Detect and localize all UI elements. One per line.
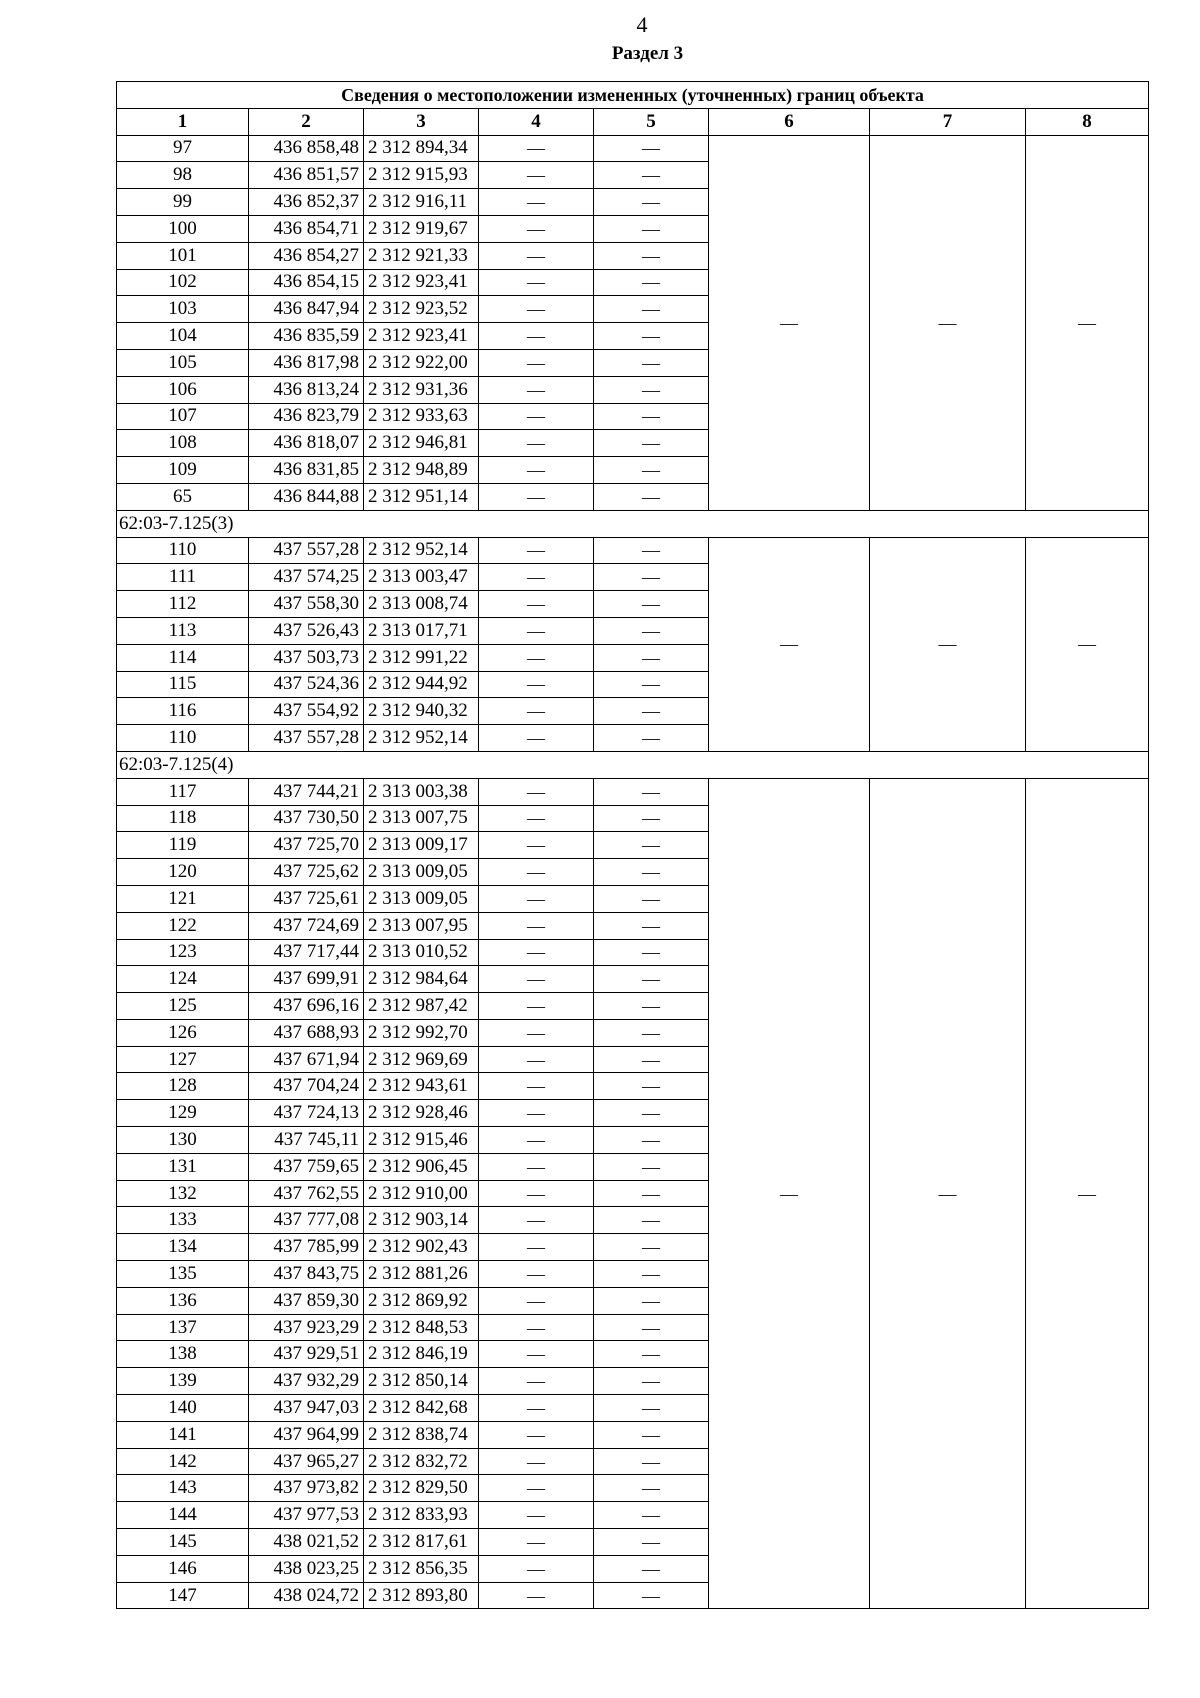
point-number-cell: 118 — [117, 805, 249, 832]
x-coordinate-cell: 437 759,65 — [249, 1153, 364, 1180]
column-header: 8 — [1026, 108, 1149, 135]
x-coordinate-cell: 437 725,61 — [249, 885, 364, 912]
col4-cell: — — [479, 1502, 594, 1529]
col4-cell: — — [479, 885, 594, 912]
col4-cell: — — [479, 617, 594, 644]
col5-cell: — — [594, 349, 709, 376]
col4-cell: — — [479, 1448, 594, 1475]
x-coordinate-cell: 437 526,43 — [249, 617, 364, 644]
point-number-cell: 101 — [117, 242, 249, 269]
col5-cell: — — [594, 1073, 709, 1100]
y-coordinate-cell: 2 313 009,05 — [364, 885, 479, 912]
col4-cell: — — [479, 1341, 594, 1368]
col5-cell: — — [594, 189, 709, 216]
col6-merged-cell: — — [709, 537, 870, 751]
y-coordinate-cell: 2 312 856,35 — [364, 1555, 479, 1582]
y-coordinate-cell: 2 312 869,92 — [364, 1287, 479, 1314]
x-coordinate-cell: 437 977,53 — [249, 1502, 364, 1529]
x-coordinate-cell: 437 947,03 — [249, 1395, 364, 1422]
col4-cell: — — [479, 349, 594, 376]
x-coordinate-cell: 436 854,15 — [249, 269, 364, 296]
y-coordinate-cell: 2 313 008,74 — [364, 591, 479, 618]
point-number-cell: 108 — [117, 430, 249, 457]
group-header-row — [117, 510, 1149, 537]
table-caption-row — [117, 82, 1149, 109]
col4-cell: — — [479, 162, 594, 189]
point-number-cell: 102 — [117, 269, 249, 296]
y-coordinate-cell: 2 312 940,32 — [364, 698, 479, 725]
x-coordinate-cell: 437 717,44 — [249, 939, 364, 966]
col5-cell: — — [594, 1261, 709, 1288]
x-coordinate-cell: 437 696,16 — [249, 993, 364, 1020]
col5-cell: — — [594, 1234, 709, 1261]
col5-cell: — — [594, 1341, 709, 1368]
x-coordinate-cell: 436 817,98 — [249, 349, 364, 376]
column-header: 1 — [117, 108, 249, 135]
point-number-cell: 113 — [117, 617, 249, 644]
col4-cell: — — [479, 376, 594, 403]
x-coordinate-cell: 436 831,85 — [249, 457, 364, 484]
col5-cell: — — [594, 323, 709, 350]
column-header: 2 — [249, 108, 364, 135]
col5-cell: — — [594, 215, 709, 242]
point-number-cell: 146 — [117, 1555, 249, 1582]
point-number-cell: 98 — [117, 162, 249, 189]
x-coordinate-cell: 437 745,11 — [249, 1127, 364, 1154]
point-number-cell: 97 — [117, 135, 249, 162]
x-coordinate-cell: 437 859,30 — [249, 1287, 364, 1314]
col5-cell: — — [594, 805, 709, 832]
point-number-cell: 130 — [117, 1127, 249, 1154]
point-number-cell: 65 — [117, 483, 249, 510]
col4-cell: — — [479, 189, 594, 216]
column-header: 6 — [709, 108, 870, 135]
x-coordinate-cell: 436 847,94 — [249, 296, 364, 323]
point-number-cell: 116 — [117, 698, 249, 725]
point-number-cell: 122 — [117, 912, 249, 939]
point-number-cell: 135 — [117, 1261, 249, 1288]
col5-cell: — — [594, 1100, 709, 1127]
point-number-cell: 119 — [117, 832, 249, 859]
point-number-cell: 107 — [117, 403, 249, 430]
col5-cell: — — [594, 1475, 709, 1502]
col5-cell: — — [594, 376, 709, 403]
point-number-cell: 123 — [117, 939, 249, 966]
x-coordinate-cell: 437 503,73 — [249, 644, 364, 671]
x-coordinate-cell: 437 730,50 — [249, 805, 364, 832]
table-row — [117, 537, 1149, 564]
col5-cell: — — [594, 939, 709, 966]
x-coordinate-cell: 437 671,94 — [249, 1046, 364, 1073]
col4-cell: — — [479, 135, 594, 162]
col7-merged-cell: — — [870, 537, 1026, 751]
col5-cell: — — [594, 537, 709, 564]
col4-cell: — — [479, 1314, 594, 1341]
col4-cell: — — [479, 323, 594, 350]
col5-cell: — — [594, 1421, 709, 1448]
y-coordinate-cell: 2 312 923,41 — [364, 269, 479, 296]
col5-cell: — — [594, 1502, 709, 1529]
y-coordinate-cell: 2 313 003,38 — [364, 778, 479, 805]
point-number-cell: 138 — [117, 1341, 249, 1368]
col4-cell: — — [479, 1261, 594, 1288]
y-coordinate-cell: 2 312 948,89 — [364, 457, 479, 484]
group-header-row — [117, 751, 1149, 778]
col5-cell: — — [594, 1368, 709, 1395]
point-number-cell: 103 — [117, 296, 249, 323]
col4-cell: — — [479, 483, 594, 510]
col4-cell: — — [479, 1582, 594, 1609]
y-coordinate-cell: 2 312 846,19 — [364, 1341, 479, 1368]
col5-cell: — — [594, 1207, 709, 1234]
y-coordinate-cell: 2 312 991,22 — [364, 644, 479, 671]
point-number-cell: 117 — [117, 778, 249, 805]
col5-cell: — — [594, 885, 709, 912]
x-coordinate-cell: 437 704,24 — [249, 1073, 364, 1100]
col5-cell: — — [594, 778, 709, 805]
x-coordinate-cell: 437 554,92 — [249, 698, 364, 725]
x-coordinate-cell: 437 973,82 — [249, 1475, 364, 1502]
col5-cell: — — [594, 966, 709, 993]
x-coordinate-cell: 437 725,70 — [249, 832, 364, 859]
y-coordinate-cell: 2 312 923,41 — [364, 323, 479, 350]
x-coordinate-cell: 436 844,88 — [249, 483, 364, 510]
y-coordinate-cell: 2 312 951,14 — [364, 483, 479, 510]
x-coordinate-cell: 437 557,28 — [249, 725, 364, 752]
y-coordinate-cell: 2 312 881,26 — [364, 1261, 479, 1288]
point-number-cell: 120 — [117, 859, 249, 886]
point-number-cell: 129 — [117, 1100, 249, 1127]
x-coordinate-cell: 436 851,57 — [249, 162, 364, 189]
col4-cell: — — [479, 1046, 594, 1073]
y-coordinate-cell: 2 312 944,92 — [364, 671, 479, 698]
column-header: 4 — [479, 108, 594, 135]
col5-cell: — — [594, 1180, 709, 1207]
y-coordinate-cell: 2 312 984,64 — [364, 966, 479, 993]
point-number-cell: 114 — [117, 644, 249, 671]
col4-cell: — — [479, 832, 594, 859]
col4-cell: — — [479, 725, 594, 752]
col4-cell: — — [479, 537, 594, 564]
col5-cell: — — [594, 296, 709, 323]
col5-cell: — — [594, 1529, 709, 1556]
point-number-cell: 100 — [117, 215, 249, 242]
col7-merged-cell: — — [870, 778, 1026, 1609]
col5-cell: — — [594, 1395, 709, 1422]
point-number-cell: 143 — [117, 1475, 249, 1502]
group-label: 62:03-7.125(3) — [117, 510, 1149, 537]
point-number-cell: 111 — [117, 564, 249, 591]
y-coordinate-cell: 2 312 928,46 — [364, 1100, 479, 1127]
col4-cell: — — [479, 296, 594, 323]
x-coordinate-cell: 437 965,27 — [249, 1448, 364, 1475]
col4-cell: — — [479, 939, 594, 966]
y-coordinate-cell: 2 312 829,50 — [364, 1475, 479, 1502]
y-coordinate-cell: 2 313 009,05 — [364, 859, 479, 886]
x-coordinate-cell: 437 524,36 — [249, 671, 364, 698]
column-header-row — [117, 108, 1149, 135]
point-number-cell: 139 — [117, 1368, 249, 1395]
col5-cell: — — [594, 242, 709, 269]
col4-cell: — — [479, 1019, 594, 1046]
y-coordinate-cell: 2 312 952,14 — [364, 537, 479, 564]
point-number-cell: 126 — [117, 1019, 249, 1046]
section-title: Раздел 3 — [611, 43, 684, 64]
col4-cell: — — [479, 215, 594, 242]
point-number-cell: 115 — [117, 671, 249, 698]
col4-cell: — — [479, 1100, 594, 1127]
x-coordinate-cell: 437 843,75 — [249, 1261, 364, 1288]
col6-merged-cell: — — [709, 778, 870, 1609]
x-coordinate-cell: 436 818,07 — [249, 430, 364, 457]
point-number-cell: 105 — [117, 349, 249, 376]
y-coordinate-cell: 2 312 931,36 — [364, 376, 479, 403]
col5-cell: — — [594, 1046, 709, 1073]
col4-cell: — — [479, 457, 594, 484]
col5-cell: — — [594, 564, 709, 591]
col5-cell: — — [594, 483, 709, 510]
x-coordinate-cell: 436 813,24 — [249, 376, 364, 403]
point-number-cell: 110 — [117, 725, 249, 752]
point-number-cell: 142 — [117, 1448, 249, 1475]
table-row — [117, 778, 1149, 805]
col4-cell: — — [479, 1529, 594, 1556]
y-coordinate-cell: 2 313 007,95 — [364, 912, 479, 939]
y-coordinate-cell: 2 312 894,34 — [364, 135, 479, 162]
boundary-coordinates-table — [116, 81, 1149, 1609]
col5-cell: — — [594, 1019, 709, 1046]
x-coordinate-cell: 437 699,91 — [249, 966, 364, 993]
table-caption: Сведения о местоположении измененных (уточненных) границ объекта — [117, 82, 1149, 109]
x-coordinate-cell: 437 777,08 — [249, 1207, 364, 1234]
x-coordinate-cell: 437 923,29 — [249, 1314, 364, 1341]
y-coordinate-cell: 2 312 923,52 — [364, 296, 479, 323]
x-coordinate-cell: 436 823,79 — [249, 403, 364, 430]
col5-cell: — — [594, 591, 709, 618]
col8-merged-cell: — — [1026, 778, 1149, 1609]
col4-cell: — — [479, 1207, 594, 1234]
col4-cell: — — [479, 993, 594, 1020]
y-coordinate-cell: 2 313 009,17 — [364, 832, 479, 859]
col4-cell: — — [479, 1073, 594, 1100]
y-coordinate-cell: 2 312 906,45 — [364, 1153, 479, 1180]
col5-cell: — — [594, 269, 709, 296]
point-number-cell: 136 — [117, 1287, 249, 1314]
y-coordinate-cell: 2 312 833,93 — [364, 1502, 479, 1529]
y-coordinate-cell: 2 312 952,14 — [364, 725, 479, 752]
y-coordinate-cell: 2 312 969,69 — [364, 1046, 479, 1073]
y-coordinate-cell: 2 312 915,46 — [364, 1127, 479, 1154]
page-number: 4 — [636, 12, 648, 37]
x-coordinate-cell: 437 725,62 — [249, 859, 364, 886]
y-coordinate-cell: 2 312 992,70 — [364, 1019, 479, 1046]
point-number-cell: 147 — [117, 1582, 249, 1609]
point-number-cell: 128 — [117, 1073, 249, 1100]
x-coordinate-cell: 436 852,37 — [249, 189, 364, 216]
col4-cell: — — [479, 1180, 594, 1207]
column-header: 3 — [364, 108, 479, 135]
col5-cell: — — [594, 832, 709, 859]
y-coordinate-cell: 2 313 003,47 — [364, 564, 479, 591]
y-coordinate-cell: 2 312 842,68 — [364, 1395, 479, 1422]
x-coordinate-cell: 436 858,48 — [249, 135, 364, 162]
col5-cell: — — [594, 1314, 709, 1341]
col5-cell: — — [594, 457, 709, 484]
y-coordinate-cell: 2 312 919,67 — [364, 215, 479, 242]
point-number-cell: 145 — [117, 1529, 249, 1556]
x-coordinate-cell: 437 964,99 — [249, 1421, 364, 1448]
y-coordinate-cell: 2 313 010,52 — [364, 939, 479, 966]
col8-merged-cell: — — [1026, 537, 1149, 751]
col4-cell: — — [479, 1555, 594, 1582]
y-coordinate-cell: 2 312 921,33 — [364, 242, 479, 269]
y-coordinate-cell: 2 312 943,61 — [364, 1073, 479, 1100]
col5-cell: — — [594, 859, 709, 886]
col4-cell: — — [479, 269, 594, 296]
x-coordinate-cell: 437 557,28 — [249, 537, 364, 564]
col5-cell: — — [594, 698, 709, 725]
point-number-cell: 112 — [117, 591, 249, 618]
column-header: 7 — [870, 108, 1026, 135]
point-number-cell: 99 — [117, 189, 249, 216]
point-number-cell: 121 — [117, 885, 249, 912]
col4-cell: — — [479, 1421, 594, 1448]
x-coordinate-cell: 438 024,72 — [249, 1582, 364, 1609]
col4-cell: — — [479, 671, 594, 698]
y-coordinate-cell: 2 312 987,42 — [364, 993, 479, 1020]
col4-cell: — — [479, 912, 594, 939]
y-coordinate-cell: 2 312 848,53 — [364, 1314, 479, 1341]
col4-cell: — — [479, 778, 594, 805]
group-label: 62:03-7.125(4) — [117, 751, 1149, 778]
y-coordinate-cell: 2 312 850,14 — [364, 1368, 479, 1395]
table-row — [117, 135, 1149, 162]
col4-cell: — — [479, 564, 594, 591]
x-coordinate-cell: 437 688,93 — [249, 1019, 364, 1046]
col5-cell: — — [594, 671, 709, 698]
col6-merged-cell: — — [709, 135, 870, 510]
col5-cell: — — [594, 912, 709, 939]
point-number-cell: 144 — [117, 1502, 249, 1529]
col5-cell: — — [594, 430, 709, 457]
col4-cell: — — [479, 859, 594, 886]
col4-cell: — — [479, 698, 594, 725]
point-number-cell: 133 — [117, 1207, 249, 1234]
y-coordinate-cell: 2 312 838,74 — [364, 1421, 479, 1448]
x-coordinate-cell: 437 762,55 — [249, 1180, 364, 1207]
y-coordinate-cell: 2 312 910,00 — [364, 1180, 479, 1207]
point-number-cell: 104 — [117, 323, 249, 350]
col4-cell: — — [479, 1234, 594, 1261]
y-coordinate-cell: 2 312 916,11 — [364, 189, 479, 216]
col4-cell: — — [479, 1395, 594, 1422]
col4-cell: — — [479, 591, 594, 618]
col5-cell: — — [594, 1555, 709, 1582]
col4-cell: — — [479, 1127, 594, 1154]
point-number-cell: 141 — [117, 1421, 249, 1448]
point-number-cell: 134 — [117, 1234, 249, 1261]
point-number-cell: 132 — [117, 1180, 249, 1207]
col5-cell: — — [594, 725, 709, 752]
y-coordinate-cell: 2 312 902,43 — [364, 1234, 479, 1261]
point-number-cell: 110 — [117, 537, 249, 564]
point-number-cell: 140 — [117, 1395, 249, 1422]
table-body — [117, 135, 1149, 1609]
col5-cell: — — [594, 1582, 709, 1609]
x-coordinate-cell: 437 558,30 — [249, 591, 364, 618]
col5-cell: — — [594, 617, 709, 644]
y-coordinate-cell: 2 312 832,72 — [364, 1448, 479, 1475]
point-number-cell: 131 — [117, 1153, 249, 1180]
col4-cell: — — [479, 966, 594, 993]
col4-cell: — — [479, 644, 594, 671]
y-coordinate-cell: 2 313 017,71 — [364, 617, 479, 644]
y-coordinate-cell: 2 312 933,63 — [364, 403, 479, 430]
col5-cell: — — [594, 644, 709, 671]
point-number-cell: 127 — [117, 1046, 249, 1073]
col7-merged-cell: — — [870, 135, 1026, 510]
point-number-cell: 106 — [117, 376, 249, 403]
x-coordinate-cell: 437 929,51 — [249, 1341, 364, 1368]
col5-cell: — — [594, 162, 709, 189]
col5-cell: — — [594, 1153, 709, 1180]
col4-cell: — — [479, 1287, 594, 1314]
col4-cell: — — [479, 1368, 594, 1395]
col8-merged-cell: — — [1026, 135, 1149, 510]
y-coordinate-cell: 2 312 922,00 — [364, 349, 479, 376]
y-coordinate-cell: 2 312 903,14 — [364, 1207, 479, 1234]
y-coordinate-cell: 2 312 946,81 — [364, 430, 479, 457]
col4-cell: — — [479, 403, 594, 430]
col5-cell: — — [594, 993, 709, 1020]
column-header: 5 — [594, 108, 709, 135]
x-coordinate-cell: 437 574,25 — [249, 564, 364, 591]
col5-cell: — — [594, 135, 709, 162]
x-coordinate-cell: 437 724,13 — [249, 1100, 364, 1127]
x-coordinate-cell: 436 854,71 — [249, 215, 364, 242]
col4-cell: — — [479, 430, 594, 457]
col5-cell: — — [594, 1287, 709, 1314]
col4-cell: — — [479, 242, 594, 269]
point-number-cell: 137 — [117, 1314, 249, 1341]
col4-cell: — — [479, 1153, 594, 1180]
col5-cell: — — [594, 1448, 709, 1475]
y-coordinate-cell: 2 312 893,80 — [364, 1582, 479, 1609]
x-coordinate-cell: 437 785,99 — [249, 1234, 364, 1261]
x-coordinate-cell: 437 932,29 — [249, 1368, 364, 1395]
y-coordinate-cell: 2 312 817,61 — [364, 1529, 479, 1556]
col4-cell: — — [479, 1475, 594, 1502]
point-number-cell: 125 — [117, 993, 249, 1020]
x-coordinate-cell: 437 744,21 — [249, 778, 364, 805]
point-number-cell: 109 — [117, 457, 249, 484]
x-coordinate-cell: 436 835,59 — [249, 323, 364, 350]
x-coordinate-cell: 438 021,52 — [249, 1529, 364, 1556]
x-coordinate-cell: 436 854,27 — [249, 242, 364, 269]
x-coordinate-cell: 437 724,69 — [249, 912, 364, 939]
col4-cell: — — [479, 805, 594, 832]
x-coordinate-cell: 438 023,25 — [249, 1555, 364, 1582]
col5-cell: — — [594, 403, 709, 430]
point-number-cell: 124 — [117, 966, 249, 993]
y-coordinate-cell: 2 313 007,75 — [364, 805, 479, 832]
col5-cell: — — [594, 1127, 709, 1154]
y-coordinate-cell: 2 312 915,93 — [364, 162, 479, 189]
